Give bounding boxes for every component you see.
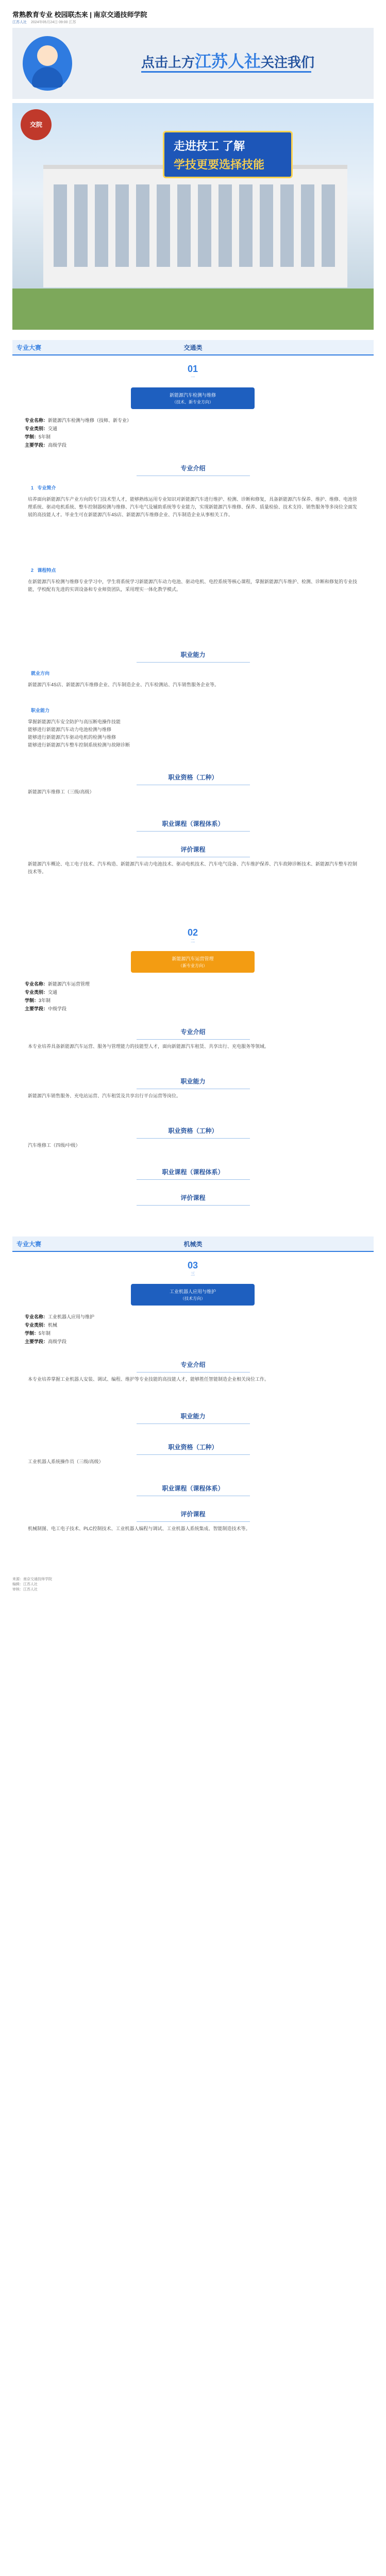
major-name: 新能源汽车检测与维修 [169,393,216,398]
intro-text: 本专业培养掌握工业机器人安装、调试、编程、维护等专业技能的高技能人才，能够胜任智能制造企业相关岗位工作。 [28,1377,270,1382]
follow-slogan [141,48,314,72]
cert-text: 汽车维修工（四级/中级） [28,1143,80,1148]
jobs-text: 新能源汽车销售服务、充电站运营、汽车租赁及共享出行平台运营等岗位。 [28,1093,181,1098]
major-badge-02: 02 二 [187,927,198,943]
promo-card [163,131,293,178]
info-row: 主要学段：中级学段 [25,1006,67,1011]
heading-curriculum: 职业课程（课程体系） [12,819,374,832]
follow-banner[interactable] [12,28,374,99]
cert-text: 工业机器人系统操作员（三级/高级） [28,1459,104,1464]
promo-line-1: 走进技工 了解 [174,140,245,152]
heading-cert: 职业资格（工种） [12,773,374,785]
footer-line: 编辑：江苏人社 [12,1583,38,1586]
info-row: 专业名称：新能源汽车运营管理 [25,981,90,987]
account-link[interactable]: 江苏人社 [12,21,27,24]
major-name-box: 工业机器人应用与维护 （技术方向） [131,1284,255,1306]
eval-text: 机械制图、电工电子技术、PLC控制技术、工业机器人编程与调试、工业机器人系统集成、智能制造技术等。 [28,1526,250,1531]
jobs-text: 新能源汽车4S店、新能源汽车维修企业、汽车制造企业、汽车检测站、汽车销售服务企业等。 [28,682,220,687]
list-item: 能够进行新能源汽车驱动电机的检测与维修 [28,735,116,740]
info-row: 学制：3年制 [25,998,51,1003]
info-row: 主要学段：高级学段 [25,443,67,448]
mascot-avatar [23,36,72,91]
list-item: 能够进行新能源汽车动力电池检测与维修 [28,727,112,732]
heading-eval: 评价课程 [12,845,374,857]
list-item: 掌握新能源汽车安全防护与高压断电操作技能 [28,719,121,724]
heading-intro: 专业介绍 [12,1027,374,1040]
major-info [25,980,90,1013]
info-row: 专业类别：交通 [25,990,58,995]
heading-eval: 评价课程 [12,1193,374,1206]
section-header-traffic [12,340,374,355]
intro-text: 培养面向新能源汽车产业方向的专门技术型人才，能够熟练运用专业知识对新能源汽车进行维护、检测、诊断和修复，具备新能源汽车保养、维护、维修、电池管理系统、驱动电机系统、整车控制器检测与维修、汽车电气及辅助系统等专业能力，实现新能源汽车维修、保养、质量检验、技术支持、销售服务等多岗位全面发展的高技能人才。毕业生可在新能源汽车4S店、新能源汽车维修企业、汽车制造企业从事相关工作。 [28,497,358,517]
major-info [25,1313,94,1346]
course-text: 在新能源汽车检测与维修专业学习中，学生将系统学习新能源汽车动力电池、驱动电机、电控系统等核心课程，掌握新能源汽车维护、检测、诊断和修复的专业技能，学校配有先进的实训设备和专业师资团队，采用理实一体化教学模式。 [28,579,358,592]
skills-list [28,718,358,749]
slogan-suffix: 关注我们 [261,55,315,70]
heading-curriculum: 职业课程（课程体系） [12,1167,374,1180]
info-row: 专业名称：工业机器人应用与维护 [25,1314,95,1319]
major-sub: （技术、新专业方向） [172,400,213,404]
campus-lawn [12,289,374,330]
intro-text: 本专业培养具备新能源汽车运营、服务与管理能力的技能型人才，面向新能源汽车租赁、共享出行、充电服务等领域。 [28,1044,270,1049]
major-info [25,416,131,449]
bullet-skills: 职业能力 [31,708,50,713]
heading-jobs: 职业能力 [12,650,374,663]
slogan-prefix: 点击上方 [141,55,195,70]
info-row: 学制：5年制 [25,434,51,439]
slogan-underline [141,71,311,73]
school-logo: 交院 [21,109,52,140]
badge-number: 01 [187,364,198,374]
bullet-intro: 1 专业简介 [31,485,56,490]
major-badge-03: 03 三 [187,1260,198,1276]
campus-building [43,165,347,287]
heading-cert: 职业资格（工种） [12,1126,374,1139]
campus-photo [12,103,374,330]
major-badge-01 [167,364,219,386]
article-title: 常熟教育专业 校园联杰来 | 南京交通技师学院 [12,11,147,19]
eval-text: 新能源汽车概论、电工电子技术、汽车构造、新能源汽车动力电池技术、驱动电机技术、汽车电气设备、汽车维护保养、汽车故障诊断技术、新能源汽车整车控制技术等。 [28,861,358,874]
section-title: 交通类 [183,344,203,351]
info-row: 专业类别：机械 [25,1323,58,1328]
footer-line: 审核：江苏人社 [12,1588,38,1591]
heading-intro: 专业介绍 [12,1360,374,1372]
badge-caption: 一 [191,375,195,380]
article-date: 2024年05月24日 09:00 江苏 [30,21,76,24]
cert-text: 新能源汽车维修工（三级/高级） [28,789,94,794]
promo-line-2: 学技更要选择技能 [174,158,265,171]
heading-jobs: 职业能力 [12,1077,374,1089]
info-row: 专业名称：新能源汽车检测与维修（技师、新专业） [25,418,132,423]
heading-eval: 评价课程 [12,1510,374,1522]
heading-cert: 职业资格（工种） [12,1443,374,1455]
bullet-course: 2 课程特点 [31,568,56,573]
major-name-box: 新能源汽车运营管理 （新专业方向） [131,951,255,973]
section-header-machinery: 专业大赛 机械类 [12,1236,374,1252]
info-row: 学制：5年制 [25,1331,51,1336]
bullet-jobs: 就业方向 [31,671,50,676]
info-row: 专业类别：交通 [25,426,58,431]
footer-line: 来源：南京交通技师学院 [12,1578,52,1581]
heading-curriculum: 职业课程（课程体系） [12,1484,374,1496]
heading-jobs: 职业能力 [12,1412,374,1424]
major-name-box [131,387,255,409]
heading-intro: 专业介绍 [12,464,374,476]
list-item: 能够进行新能源汽车整车控制系统检测与故障诊断 [28,742,130,748]
article-footer [12,1577,52,1592]
article-meta [12,20,76,25]
section-tag: 专业大赛 [16,344,42,351]
info-row: 主要学段：高级学段 [25,1339,67,1344]
slogan-highlight: 江苏人社 [195,52,261,71]
